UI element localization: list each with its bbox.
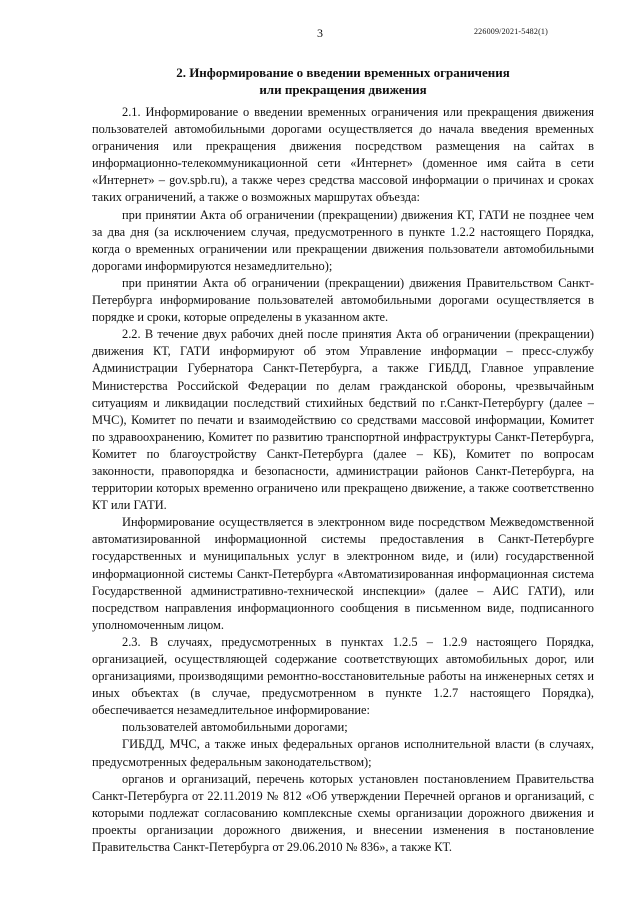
- paragraph-kt-gati: при принятии Акта об ограничении (прекращении) движения КТ, ГАТИ не позднее чем за два дня (за исключением случая, предусмотренного в пункте 1.2.2 настоящего Порядка, когда о временных ограничении или прекращении движения пользователи автомобильными дорогами информируются незамедлительно);: [92, 207, 594, 273]
- section-title: [92, 64, 594, 98]
- paragraph-gibdd-mchs: ГИБДД, МЧС, а также иных федеральных органов исполнительной власти (в случаях, предусмотренных федеральным законодательством);: [92, 737, 594, 769]
- section-title-line-1: 2. Информирование о введении временных ограничения: [176, 65, 510, 80]
- paragraph-2-2: 2.2. В течение двух рабочих дней после принятия Акта об ограничении (прекращении) движения КТ, ГАТИ информируют об этом Управление информации – пресс-службу Администрации Губернатора Санкт-Петербурга, а также ГИБДД, Главное управление Министерства Российской Федерации по делам гражданской обороны, чрезвычайным ситуациям и ликвидации последствий стихийных бедствий по г.Санкт-Петербургу (далее – МЧС), Комитет по печати и взаимодействию со средствами массовой информации, Комитет по здравоохранению, Комитет по развитию транспортной инфраструктуры Санкт-Петербурга, Комитет по благоустройству Санкт-Петербурга (далее – КБ), Комитет по вопросам законности, правопорядка и безопасности, администрации районов Санкт-Петербурга, на территории которых временно ограничено или прекращено движение, а также соответственно КТ или ГАТИ.: [92, 327, 594, 513]
- paragraph-road-users: пользователей автомобильными дорогами;: [122, 720, 348, 735]
- paragraph-2-1: 2.1. Информирование о введении временных ограничения или прекращения движения пользователей автомобильными дорогами осуществляется до начала введения временных ограничения или прекращения движения посредством размещения на сайтах в информационно-телекоммуникационной сети «Интернет» (доменное имя сайта в сети «Интернет» – gov.spb.ru), а также через средства массовой информации о причинах и сроках таких ограничений, а также о возможных маршрутах объезда:: [92, 105, 594, 205]
- paragraph-2-3: 2.3. В случаях, предусмотренных в пунктах 1.2.5 – 1.2.9 настоящего Порядка, организацией, осуществляющей содержание соответствующих автомобильных дорог, или организациями, производящими ремонтно-восстановительные работы на инженерных сетях и иных объектах (в случае, предусмотренном в пункте 1.2.7 настоящего Порядка), обеспечивается незамедлительное информирование:: [92, 634, 594, 718]
- section-title-line-2: или прекращения движения: [259, 82, 427, 97]
- paragraph-government: при принятии Акта об ограничении (прекращении) движения Правительством Санкт-Петербурга информирование пользователей автомобильными дорогами осуществляется в порядке и сроки, которые определены в указанном акте.: [92, 275, 594, 325]
- page-number: 3: [317, 26, 323, 40]
- paragraph-organizations: органов и организаций, перечень которых установлен постановлением Правительства Санкт-Петербурга от 22.11.2019 № 812 «Об утверждении Перечней органов и организаций, с которыми подлежат согласованию комплексные схемы организации дорожного движения и проекты организации дорожного движения, и внесении изменения в постановление Правительства Санкт-Петербурга от 29.06.2010 № 836», а также КТ.: [92, 771, 594, 855]
- document-reference: 226009/2021-5482(1): [473, 27, 548, 36]
- paragraph-electronic-info: Информирование осуществляется в электронном виде посредством Межведомственной автоматизированной информационной системы предоставления в Санкт-Петербурге государственных и муниципальных услуг в электронном виде, и (или) государственной информационной системы Санкт-Петербурга «Автоматизированная информационная система Государственной административно-технической инспекции» (далее – АИС ГАТИ), или посредством направления информационного сообщения в письменном виде, подписанного уполномоченным лицом.: [92, 515, 594, 632]
- document-body: [92, 104, 594, 856]
